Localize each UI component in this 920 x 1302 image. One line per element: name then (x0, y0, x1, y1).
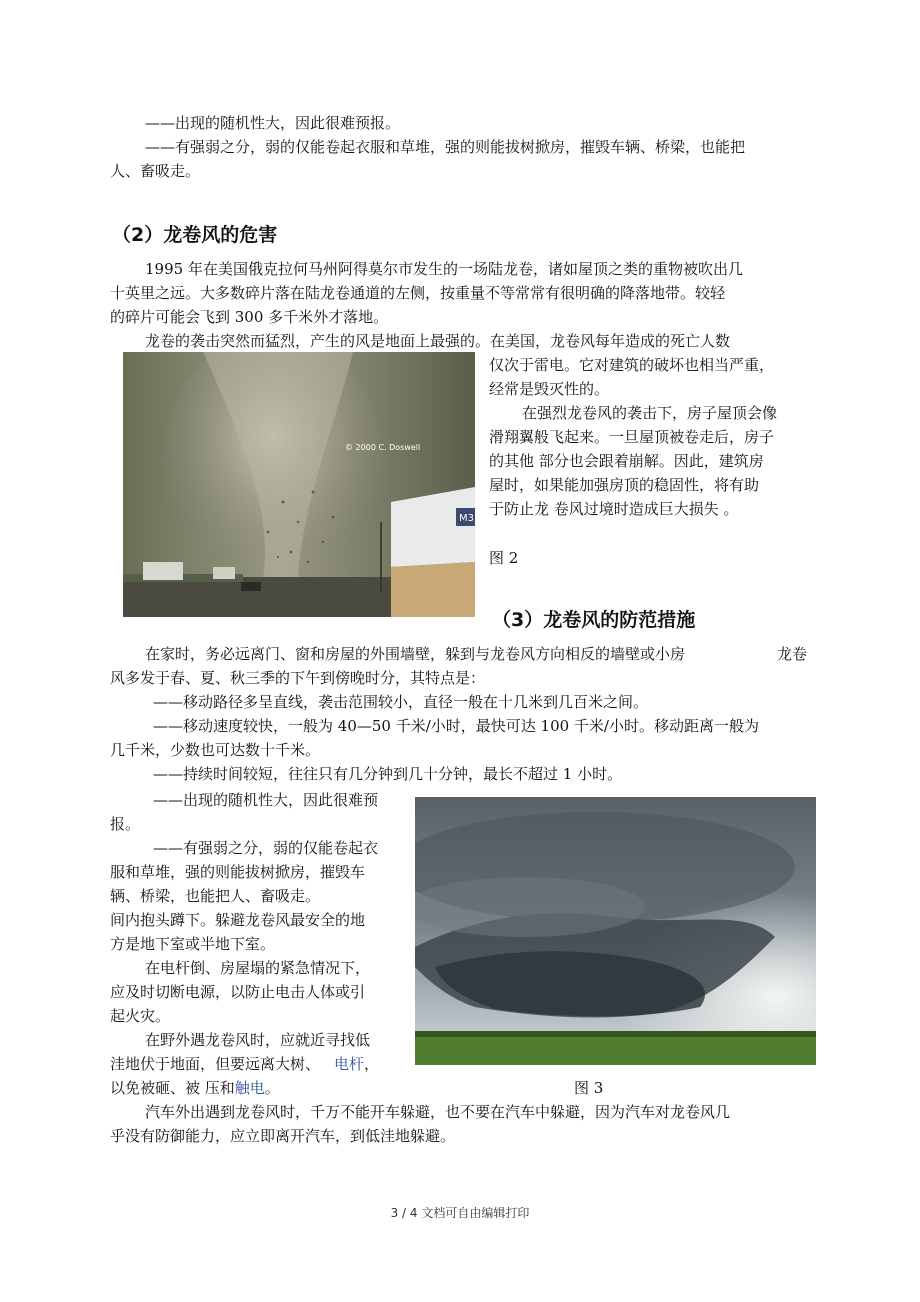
footer-note: 文档可自由编辑打印 (421, 1206, 530, 1220)
photo-credit: © 2000 C. Doswell (345, 443, 421, 452)
body-line: 的碎片可能会飞到 300 多千米外才落地。 (110, 308, 389, 326)
body-line: ——持续时间较短，往往只有几分钟到几十分钟，最长不超过 1 小时。 (153, 765, 623, 783)
body-line: ——有强弱之分，弱的仅能卷起衣 (153, 839, 379, 857)
body-line: 以免被砸、被 压和触电。 (110, 1079, 280, 1097)
body-line: 风多发于春、夏、秋三季的下午到傍晚时分，其特点是： (110, 669, 486, 687)
building-sign: M3 (459, 513, 474, 524)
body-line: 洼地伏于地面，但要远离大树、 电杆， (110, 1055, 380, 1073)
body-line: ——出现的随机性大，因此很难预报。 (145, 114, 401, 132)
link-power-pole[interactable]: 电杆 (334, 1055, 365, 1073)
body-line: 服和草堆，强的则能拔树掀房，摧毁车 (110, 863, 366, 881)
body-line: ——出现的随机性大，因此很难预 (153, 791, 379, 809)
page-footer: 3 / 4 文档可自由编辑打印 (390, 1206, 530, 1220)
body-line: 汽车外出遇到龙卷风时，千万不能开车躲避，也不要在汽车中躲避，因为汽车对龙卷风几 (145, 1103, 731, 1121)
page-number: 3 (390, 1206, 399, 1220)
body-line: 龙卷 (777, 645, 808, 663)
tornado-photo-figure-2 (123, 352, 475, 617)
figure-caption-3: 图 3 (574, 1079, 604, 1097)
supercell-storm-photo-figure-3 (415, 797, 816, 1065)
body-line: 在家时，务必远离门、窗和房屋的外围墙壁，躲到与龙卷风方向相反的墙壁或小房 (145, 645, 686, 663)
section-heading-hazards: （2）龙卷风的危害 (112, 224, 278, 246)
page-total: 4 (409, 1206, 418, 1220)
body-line: 辆、桥梁，也能把人、畜吸走。 (110, 887, 321, 905)
body-line: 起火灾。 (110, 1007, 171, 1025)
body-line: 的其他 部分也会跟着崩解。因此，建筑房 (489, 452, 764, 470)
body-line: 1995 年在美国俄克拉何马州阿得莫尔市发生的一场陆龙卷，诸如屋顶之类的重物被吹出几 (145, 260, 743, 278)
link-electric-shock[interactable]: 触电 (234, 1079, 265, 1097)
body-line: 在强烈龙卷风的袭击下，房子屋顶会像 (522, 404, 778, 422)
body-line: 于防止龙 卷风过境时造成巨大损失 。 (489, 500, 739, 518)
figure-caption-2: 图 2 (489, 549, 519, 567)
body-line: 几千米，少数也可达数十千米。 (110, 741, 321, 759)
body-line: 方是地下室或半地下室。 (110, 935, 276, 953)
body-line: 在野外遇龙卷风时，应就近寻找低 (145, 1031, 371, 1049)
section-heading-precautions: （3）龙卷风的防范措施 (492, 609, 696, 631)
body-line: 龙卷的袭击突然而猛烈，产生的风是地面上最强的。在美国，龙卷风每年造成的死亡人数 (145, 332, 731, 350)
body-line: 应及时切断电源，以防止电击人体或引 (110, 983, 366, 1001)
body-line: 人、畜吸走。 (110, 162, 201, 180)
body-line: ——有强弱之分，弱的仅能卷起衣服和草堆，强的则能拔树掀房，摧毁车辆、桥梁，也能把 (145, 138, 746, 156)
body-line: 滑翔翼般飞起来。一旦屋顶被卷走后，房子 (489, 428, 775, 446)
body-line: 屋时，如果能加强房顶的稳固性，将有助 (489, 476, 760, 494)
body-line: 间内抱头蹲下。躲避龙卷风最安全的地 (110, 911, 366, 929)
body-line: 在电杆倒、房屋塌的紧急情况下， (145, 959, 371, 977)
body-line: 经常是毁灭性的。 (489, 380, 610, 398)
body-line: ——移动速度较快，一般为 40—50 千米/小时，最快可达 100 千米/小时。移动距离一般为 (153, 717, 759, 735)
body-line: 乎没有防御能力，应立即离开汽车，到低洼地躲避。 (110, 1127, 456, 1145)
body-line: ——移动路径多呈直线，袭击范围较小，直径一般在十几米到几百米之间。 (153, 693, 649, 711)
body-line: 仅次于雷电。它对建筑的破坏也相当严重， (489, 356, 775, 374)
body-line: 十英里之远。大多数碎片落在陆龙卷通道的左侧，按重量不等常常有很明确的降落地带。较轻 (110, 284, 726, 302)
body-line: 报。 (110, 815, 141, 833)
